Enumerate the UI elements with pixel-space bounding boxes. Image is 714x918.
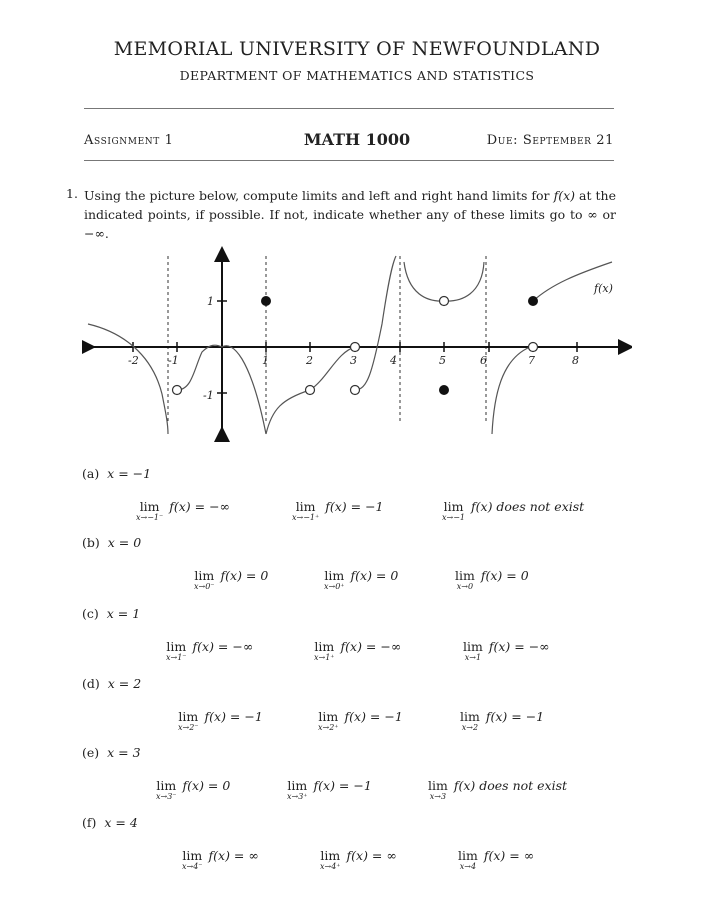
lim-value: f(x) = −∞ [169, 499, 230, 514]
x-tick-label: -1 [168, 354, 179, 367]
x-tick-label: 2 [306, 354, 313, 367]
part-label: (c) [82, 606, 99, 621]
lim-value: f(x) = −∞ [192, 639, 254, 654]
lim-value: f(x) does not exist [453, 778, 568, 793]
lim-subscript: x→0⁻ [194, 582, 215, 591]
part-point: x = 1 [106, 606, 141, 621]
question-text-part-1: Using the picture below, compute limits and left and right hand limits for [84, 188, 554, 203]
lim-subscript: x→4 [459, 862, 477, 871]
lim-subscript: x→2⁺ [318, 723, 339, 732]
lim-value: f(x) = ∞ [346, 848, 397, 863]
part-heading [82, 745, 141, 760]
lim-word: lim [139, 499, 160, 514]
lim-subscript: x→3⁺ [287, 792, 308, 801]
y-tick-label: 1 [207, 295, 214, 308]
top-rule [84, 108, 614, 109]
lim-word: lim [156, 778, 177, 793]
limit-expression [320, 848, 397, 871]
lim-word: lim [324, 568, 345, 583]
lim-value: f(x) = ∞ [483, 848, 535, 863]
lim-value: f(x) = −1 [313, 778, 372, 793]
lim-value: f(x) does not exist [471, 499, 585, 514]
lim-subscript: x→3⁻ [156, 792, 177, 801]
lim-subscript: x→1⁺ [314, 653, 335, 662]
lim-value: f(x) = ∞ [208, 848, 259, 863]
part-point: x = −1 [107, 466, 152, 481]
lim-word: lim [295, 499, 316, 514]
part-heading [82, 676, 141, 691]
question-text-part-2: at the indicated points, if possible. If not, indicate whether any of these limits go to ∞ or −∞. [84, 188, 616, 241]
lim-word: lim [443, 499, 464, 514]
lim-word: lim [455, 568, 475, 583]
x-tick-label: 8 [572, 354, 579, 367]
lim-value: f(x) = 0 [350, 568, 399, 583]
lim-value: f(x) = −1 [485, 709, 545, 724]
lim-subscript: x→−1 [442, 513, 466, 522]
question-number: 1. [66, 186, 78, 201]
lim-subscript: x→4⁻ [182, 862, 203, 871]
lim-word: lim [194, 568, 215, 583]
part-label: (a) [82, 466, 100, 481]
lim-word: lim [463, 639, 483, 654]
limit-expression [194, 568, 268, 591]
lim-word: lim [460, 709, 480, 724]
question-fx: f(x) [553, 188, 575, 203]
limit-expression [178, 709, 263, 732]
part-label: (f) [82, 815, 97, 830]
x-tick-label: 3 [350, 354, 357, 367]
limit-expression [182, 848, 259, 871]
lim-value: f(x) = −1 [344, 709, 403, 724]
lim-subscript: x→3 [429, 792, 447, 801]
x-tick-label: 5 [439, 354, 446, 367]
lim-value: f(x) = −∞ [340, 639, 402, 654]
assignment-label: Assignment 1 [84, 133, 174, 148]
part-point: x = 4 [104, 815, 138, 830]
part-heading [82, 606, 140, 621]
lim-word: lim [318, 709, 339, 724]
limit-expression [458, 848, 534, 871]
function-label: f(x) [594, 282, 613, 295]
part-label: (e) [82, 745, 100, 760]
x-tick-label: 6 [480, 354, 487, 367]
limit-expression [428, 778, 567, 801]
limit-expression [442, 499, 584, 522]
lim-word: lim [166, 639, 187, 654]
lim-subscript: x→1⁻ [166, 653, 187, 662]
bottom-rule [84, 160, 614, 161]
course-title: MATH 1000 [303, 130, 411, 149]
lim-value: f(x) = 0 [182, 778, 231, 793]
lim-value: f(x) = −1 [325, 499, 384, 514]
limit-expression [455, 568, 529, 591]
lim-subscript: x→−1⁺ [292, 513, 320, 522]
lim-value: f(x) = −∞ [488, 639, 550, 654]
lim-word: lim [320, 848, 341, 863]
limit-expression [463, 639, 550, 662]
limit-expression [292, 499, 384, 522]
due-date: Due: September 21 [486, 133, 614, 148]
lim-word: lim [178, 709, 199, 724]
lim-subscript: x→1 [464, 653, 482, 662]
part-heading [82, 815, 138, 830]
lim-word: lim [428, 778, 448, 793]
limit-expression [318, 709, 403, 732]
x-tick-label: 4 [390, 354, 397, 367]
question-text [84, 186, 616, 243]
lim-value: f(x) = −1 [204, 709, 263, 724]
part-heading [82, 466, 151, 481]
x-tick-label: 1 [262, 354, 269, 367]
limit-expression [136, 499, 230, 522]
department-title: DEPARTMENT OF MATHEMATICS AND STATISTICS [179, 68, 535, 83]
limit-expression [156, 778, 230, 801]
limit-expression [287, 778, 372, 801]
lim-word: lim [182, 848, 203, 863]
limit-expression [166, 639, 253, 662]
part-heading [82, 535, 141, 550]
lim-subscript: x→0⁺ [324, 582, 345, 591]
lim-word: lim [458, 848, 478, 863]
x-tick-label: 7 [528, 354, 535, 367]
lim-subscript: x→2 [461, 723, 479, 732]
lim-subscript: x→4⁺ [320, 862, 341, 871]
part-point: x = 0 [107, 535, 142, 550]
lim-value: f(x) = 0 [480, 568, 529, 583]
part-label: (b) [82, 535, 100, 550]
x-tick-label: -2 [128, 354, 139, 367]
part-label: (d) [82, 676, 100, 691]
lim-subscript: x→0 [456, 582, 474, 591]
lim-subscript: x→−1⁻ [136, 513, 164, 522]
part-point: x = 3 [107, 745, 141, 760]
limit-expression [460, 709, 544, 732]
lim-word: lim [314, 639, 335, 654]
limit-expression [324, 568, 398, 591]
part-point: x = 2 [107, 676, 142, 691]
lim-value: f(x) = 0 [220, 568, 269, 583]
limit-expression [314, 639, 401, 662]
y-tick-label: -1 [203, 389, 214, 402]
lim-subscript: x→2⁻ [178, 723, 199, 732]
university-title: MEMORIAL UNIVERSITY OF NEWFOUNDLAND [113, 38, 601, 60]
function-graph [82, 244, 632, 444]
lim-word: lim [287, 778, 308, 793]
